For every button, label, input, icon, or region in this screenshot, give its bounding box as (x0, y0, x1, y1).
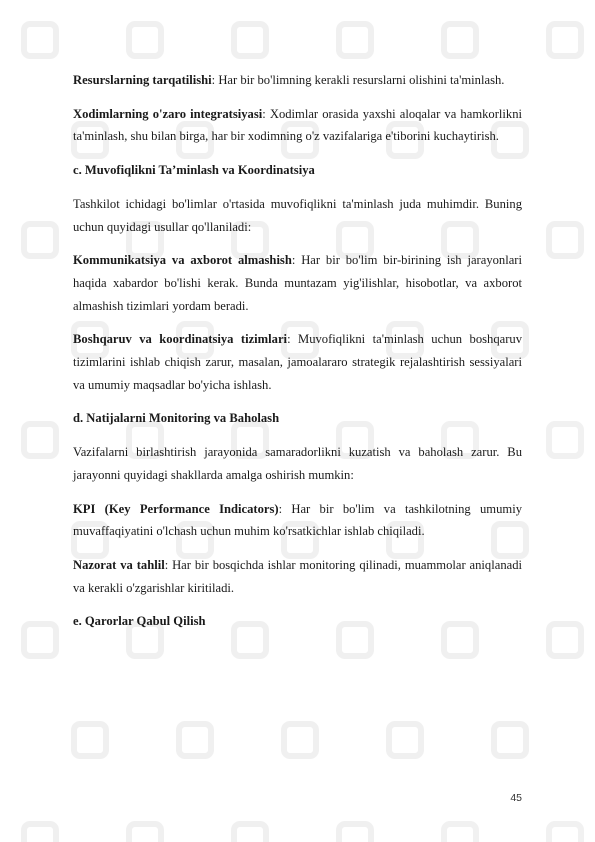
page-number: 45 (510, 792, 522, 804)
watermark-mark (179, 724, 211, 756)
term-label: Xodimlarning o'zaro integratsiyasi (73, 106, 263, 121)
watermark-mark (284, 724, 316, 756)
watermark-mark (74, 724, 106, 756)
paragraph (73, 193, 522, 238)
term-label: Nazorat va tahlil (73, 557, 165, 572)
watermark-mark (24, 824, 56, 842)
watermark-mark (339, 24, 371, 56)
watermark-mark (549, 24, 581, 56)
watermark-mark (339, 824, 371, 842)
paragraph (73, 328, 522, 396)
section-heading: d. Natijalarni Monitoring va Baholash (73, 411, 280, 426)
term-label: Kommunikatsiya va axborot almashish (73, 253, 292, 268)
paragraph-text: : Har bir bo'lim bir-birining ish jarayonlari haqida xabardor bo'lishi kerak. Bunda muntazam yig'ilishlar, hisobotlar, va axborot almashish tizimlari yordam beradi. (73, 253, 522, 313)
paragraph (73, 249, 522, 317)
document-body (73, 69, 522, 644)
watermark-mark (549, 824, 581, 842)
watermark-mark (444, 24, 476, 56)
watermark-mark (549, 424, 581, 456)
paragraph-text: : Har bir bo'lim va tashkilotning umumiy muvaffaqiyatini o'lchash uchun muhim ko'rsatkichlar ishlab chiqiladi. (73, 501, 522, 539)
watermark-mark (389, 724, 421, 756)
term-label: Boshqaruv va koordinatsiya tizimlari (73, 332, 288, 347)
watermark-mark (549, 224, 581, 256)
watermark-mark (24, 624, 56, 656)
watermark-mark (494, 724, 526, 756)
watermark-mark (129, 824, 161, 842)
term-label: KPI (Key Performance Indicators) (73, 501, 279, 516)
paragraph-text: : Har bir bo'limning kerakli resurslarni olishini ta'minlash. (211, 73, 505, 87)
paragraph (73, 441, 522, 486)
watermark-mark (234, 824, 266, 842)
paragraph-text: : Muvofiqlikni ta'minlash uchun boshqaruv tizimlarini ishlab chiqish zarur, masalan, jamoalararo strategik rejalashtirish sessiyalari va umumiy maqsadlar bo'yicha ishlash. (73, 332, 522, 392)
watermark-mark (24, 224, 56, 256)
paragraph-text: : Har bir bosqichda ishlar monitoring qilinadi, muammolar aniqlanadi va kerakli o'zgarishlar kiritiladi. (73, 557, 523, 595)
paragraph-text: : Xodimlar orasida yaxshi aloqalar va hamkorlikni ta'minlash, shu bilan birga, har bir xodimning o'z vazifalariga e'tiborini kuchaytirish. (73, 106, 522, 144)
watermark-mark (129, 24, 161, 56)
paragraph-text: Vazifalarni birlashtirish jarayonida samaradorlikni kuzatish va baholash zarur. Bu jarayonni quyidagi shakllarda amalga oshirish mumkin: (73, 445, 522, 482)
section-heading: e. Qarorlar Qabul Qilish (73, 614, 206, 629)
watermark-mark (24, 24, 56, 56)
paragraph (73, 103, 522, 148)
term-label: Resurslarning tarqatilishi (73, 73, 212, 87)
paragraph (73, 69, 522, 92)
watermark-mark (24, 424, 56, 456)
paragraph (73, 498, 522, 543)
watermark-mark (234, 24, 266, 56)
paragraph (73, 554, 522, 599)
paragraph-text: Tashkilot ichidagi bo'limlar o'rtasida muvofiqlikni ta'minlash juda muhimdir. Buning uchun quyidagi usullar qo'llaniladi: (73, 196, 522, 234)
watermark-mark (444, 824, 476, 842)
watermark-mark (549, 624, 581, 656)
section-heading: c. Muvofiqlikni Ta’minlash va Koordinatsiya (73, 163, 315, 178)
